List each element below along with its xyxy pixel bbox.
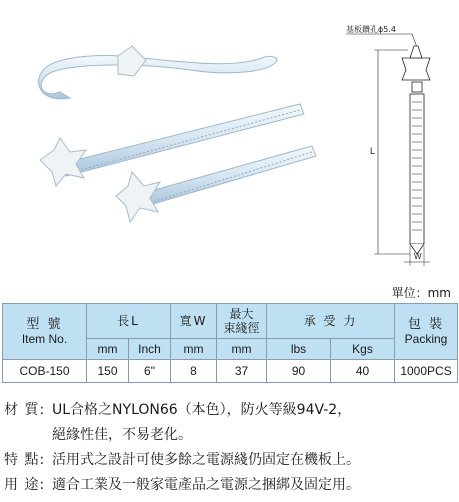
header-model: 型 號 Item No. bbox=[3, 304, 87, 360]
cell-max-bundle: 37 bbox=[217, 360, 267, 383]
material-row bbox=[4, 398, 456, 423]
subheader-length-inch: Inch bbox=[129, 339, 171, 360]
straight-cable-tie bbox=[40, 104, 304, 186]
header-width: 寬W bbox=[171, 304, 217, 339]
usage-label: 用 途: bbox=[4, 477, 46, 493]
cell-tensile-lbs: 90 bbox=[267, 360, 331, 383]
material-text-continued: 絕緣性佳，不易老化。 bbox=[52, 427, 192, 443]
material-text: UL合格之NYLON66（本色），防火等級94V-2， bbox=[52, 402, 352, 418]
table-row bbox=[3, 360, 458, 383]
length-dimension-label: L bbox=[370, 146, 376, 156]
table-header-row bbox=[3, 304, 458, 339]
technical-drawing bbox=[330, 10, 459, 272]
header-tensile: 承 受 力 bbox=[267, 304, 395, 339]
material-row-continued bbox=[4, 423, 456, 448]
straight-cable-tie bbox=[116, 146, 316, 222]
subheader-kgs: Kgs bbox=[331, 339, 395, 360]
subheader-lbs: lbs bbox=[267, 339, 331, 360]
cell-tensile-kgs: 40 bbox=[331, 360, 395, 383]
spec-table bbox=[2, 303, 458, 383]
header-packing: 包 裝 Packing bbox=[395, 304, 458, 360]
cell-length-mm: 150 bbox=[87, 360, 129, 383]
unit-label: 單位：mm bbox=[391, 286, 451, 300]
header-length: 長L bbox=[87, 304, 171, 339]
cell-width-mm: 8 bbox=[171, 360, 217, 383]
product-photo bbox=[0, 0, 318, 258]
cell-length-inch: 6" bbox=[129, 360, 171, 383]
subheader-width-mm: mm bbox=[171, 339, 217, 360]
looped-cable-tie bbox=[39, 46, 277, 99]
subheader-length-mm: mm bbox=[87, 339, 129, 360]
header-max-bundle: 最大 束綫徑 bbox=[217, 304, 267, 339]
feature-row bbox=[4, 448, 456, 473]
usage-text: 適合工業及一般家電產品之電源之捆綁及固定用。 bbox=[52, 477, 360, 493]
usage-row bbox=[4, 473, 456, 498]
width-dimension-label: W bbox=[414, 252, 422, 261]
subheader-bundle-mm: mm bbox=[217, 339, 267, 360]
product-description bbox=[4, 398, 456, 498]
material-label: 材 質: bbox=[4, 402, 46, 418]
cell-model: COB-150 bbox=[3, 360, 87, 383]
feature-text: 活用式之設計可使多餘之電源綫仍固定在機板上。 bbox=[52, 452, 360, 468]
cell-packing: 1000PCS bbox=[395, 360, 458, 383]
feature-label: 特 點: bbox=[4, 452, 46, 468]
hole-diameter-label: 基板鑽孔ϕ5.4 bbox=[346, 25, 396, 34]
